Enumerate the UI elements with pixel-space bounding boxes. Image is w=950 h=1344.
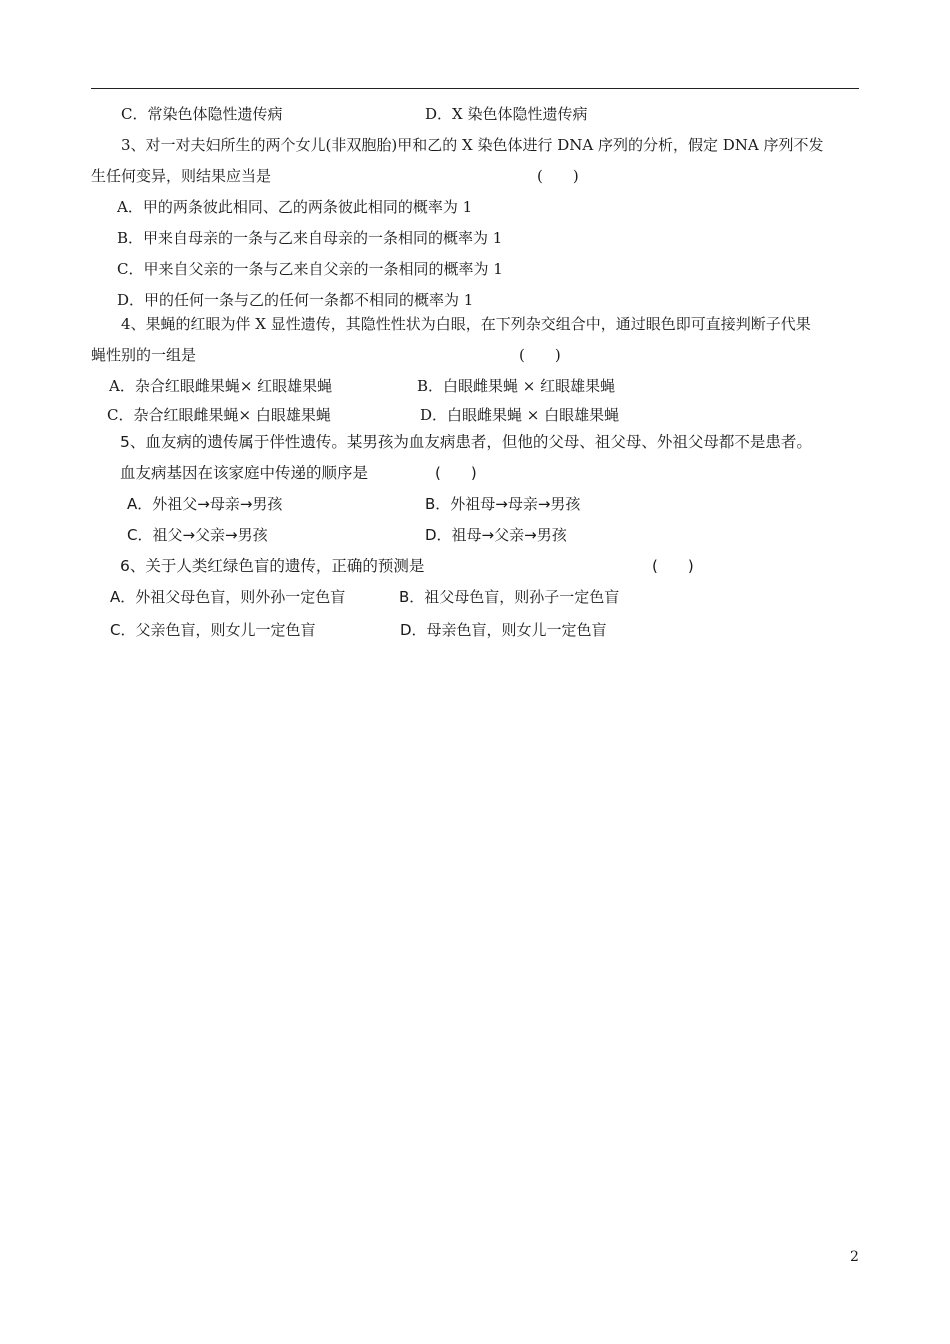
q5-option-a: A．外祖父→母亲→男孩 <box>127 495 283 513</box>
q4-answer-blank: ( ) <box>519 346 561 364</box>
q4-option-a: A．杂合红眼雌果蝇× 红眼雄果蝇 <box>109 377 333 395</box>
q3-option-b: B．甲来自母亲的一条与乙来自母亲的一条相同的概率为 1 <box>117 229 503 247</box>
q6-option-a: A．外祖父母色盲，则外孙一定色盲 <box>110 588 346 606</box>
q4-option-d: D．白眼雌果蝇 × 白眼雄果蝇 <box>420 406 620 424</box>
q2-option-d: D．X 染色体隐性遗传病 <box>425 105 588 123</box>
q6-option-b: B．祖父母色盲，则孙子一定色盲 <box>399 588 620 606</box>
q3-option-c: C．甲来自父亲的一条与乙来自父亲的一条相同的概率为 1 <box>117 260 503 278</box>
q6-option-d: D．母亲色盲，则女儿一定色盲 <box>400 621 607 639</box>
q4-option-c: C．杂合红眼雌果蝇× 白眼雄果蝇 <box>107 406 331 424</box>
header-rule <box>91 88 859 89</box>
q5-answer-blank: ( ) <box>435 464 477 482</box>
q6-stem-line1: 6、关于人类红绿色盲的遗传，正确的预测是 <box>120 557 425 575</box>
q5-option-c: C．祖父→父亲→男孩 <box>127 526 268 544</box>
q4-option-b: B．白眼雌果蝇 × 红眼雄果蝇 <box>417 377 616 395</box>
q5-stem-line2: 血友病基因在该家庭中传递的顺序是 <box>120 464 369 482</box>
q4-stem-line1: 4、果蝇的红眼为伴 X 显性遗传，其隐性性状为白眼，在下列杂交组合中，通过眼色即可直接判断子代果 <box>121 315 811 333</box>
q3-option-d: D．甲的任何一条与乙的任何一条都不相同的概率为 1 <box>117 291 474 309</box>
q3-stem-line1: 3、对一对夫妇所生的两个女儿(非双胞胎)甲和乙的 X 染色体进行 DNA 序列的分析，假定 DNA 序列不发 <box>121 136 824 154</box>
q6-answer-blank: ( ) <box>652 557 694 575</box>
page-number: 2 <box>850 1249 859 1265</box>
q5-option-d: D．祖母→父亲→男孩 <box>425 526 567 544</box>
q4-stem-line2: 蝇性别的一组是 <box>91 346 197 364</box>
q5-stem-line1: 5、血友病的遗传属于伴性遗传。某男孩为血友病患者，但他的父母、祖父母、外祖父母都不是患者。 <box>120 433 812 451</box>
q3-option-a: A．甲的两条彼此相同、乙的两条彼此相同的概率为 1 <box>117 198 473 216</box>
q2-option-c: C．常染色体隐性遗传病 <box>121 105 283 123</box>
q3-answer-blank: ( ) <box>537 167 579 185</box>
q6-option-c: C．父亲色盲，则女儿一定色盲 <box>110 621 316 639</box>
q5-option-b: B．外祖母→母亲→男孩 <box>425 495 581 513</box>
q3-stem-line2: 生任何变异，则结果应当是 <box>91 167 272 185</box>
